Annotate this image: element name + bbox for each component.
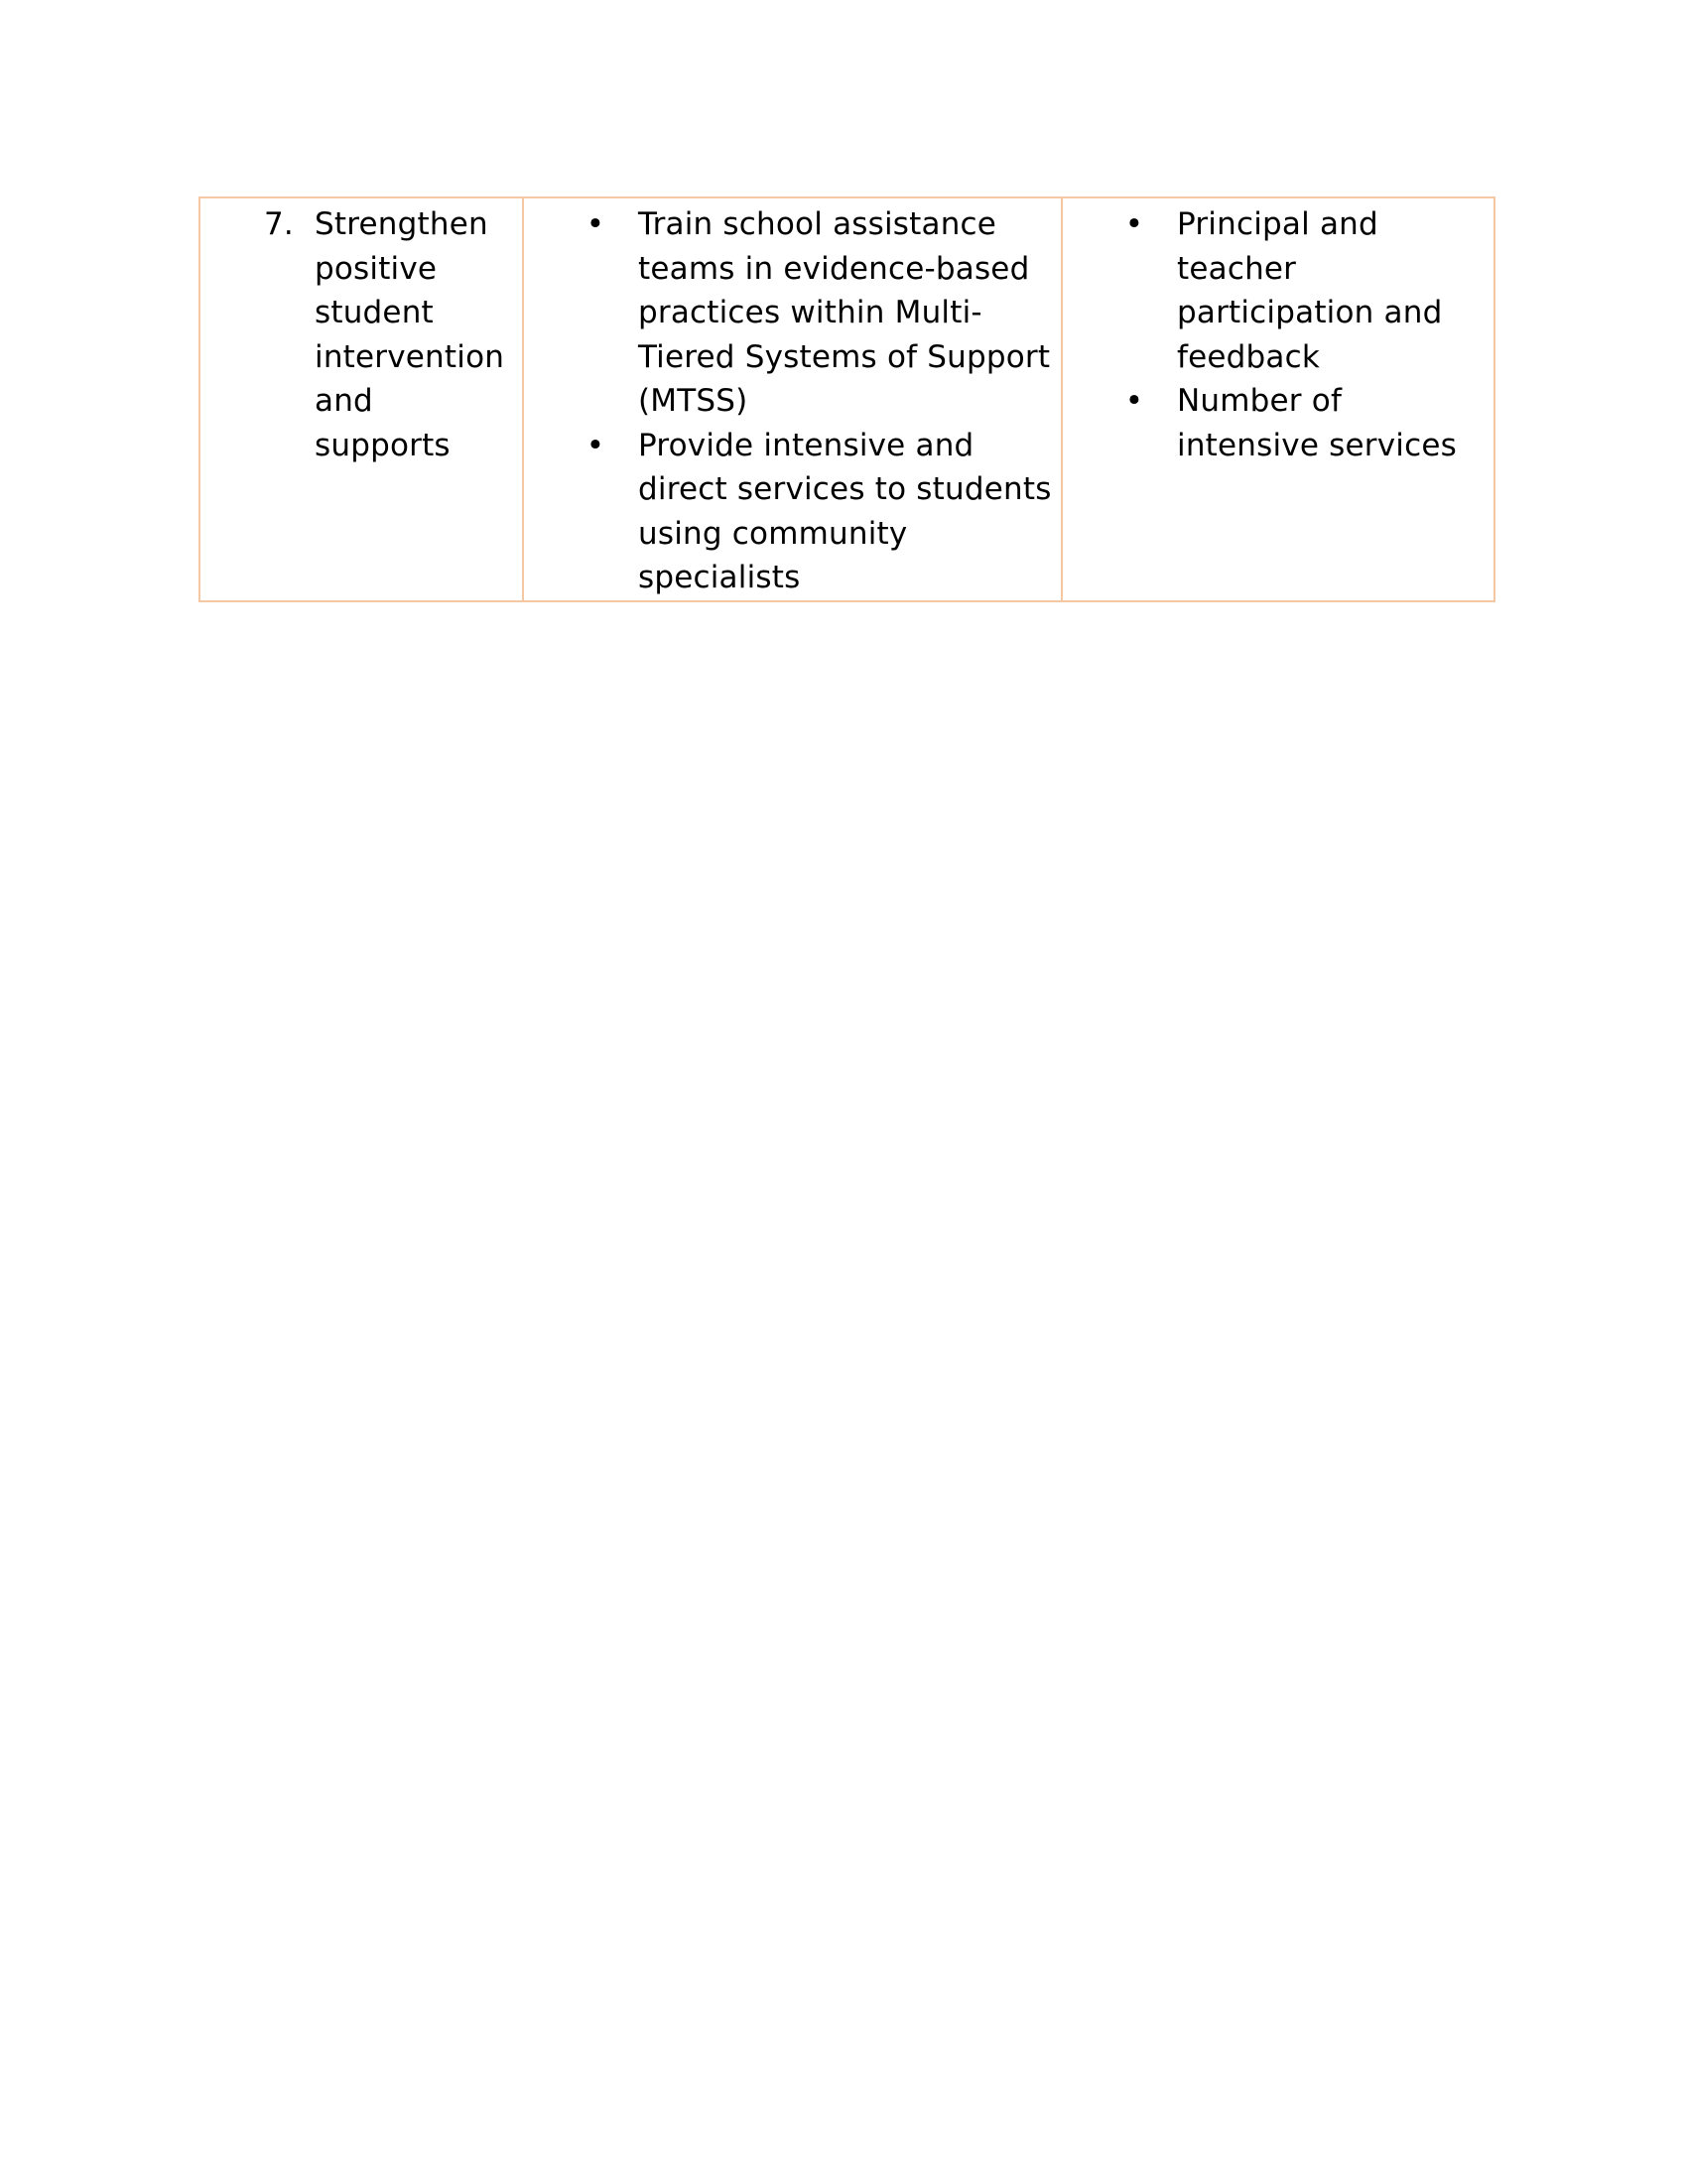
goal-number: 7.: [264, 206, 294, 242]
goal-cell: [199, 197, 523, 601]
goal-item: [200, 202, 522, 467]
goal-text: Strengthen positive student intervention and supports: [315, 206, 505, 463]
list-item: [524, 202, 1061, 424]
measure-text: Number of intensive services: [1177, 383, 1457, 463]
list-item: [524, 424, 1061, 600]
bullet-icon: •: [1124, 383, 1144, 419]
measure-text: Principal and teacher participation and feedback: [1177, 206, 1443, 375]
goals-table: [198, 196, 1495, 602]
action-text: Provide intensive and direct services to students using community specialists: [638, 427, 1052, 595]
table-row: [199, 197, 1494, 601]
actions-list: [524, 202, 1061, 600]
action-text: Train school assistance teams in evidence-based practices within Multi-Tiered Systems of Support (MTSS): [638, 206, 1051, 419]
list-item: [1063, 379, 1493, 467]
actions-cell: [523, 197, 1062, 601]
measures-cell: [1062, 197, 1494, 601]
list-item: [1063, 202, 1493, 379]
bullet-icon: •: [1124, 206, 1144, 242]
measures-list: [1063, 202, 1493, 467]
bullet-icon: •: [585, 206, 605, 242]
bullet-icon: •: [585, 427, 605, 463]
